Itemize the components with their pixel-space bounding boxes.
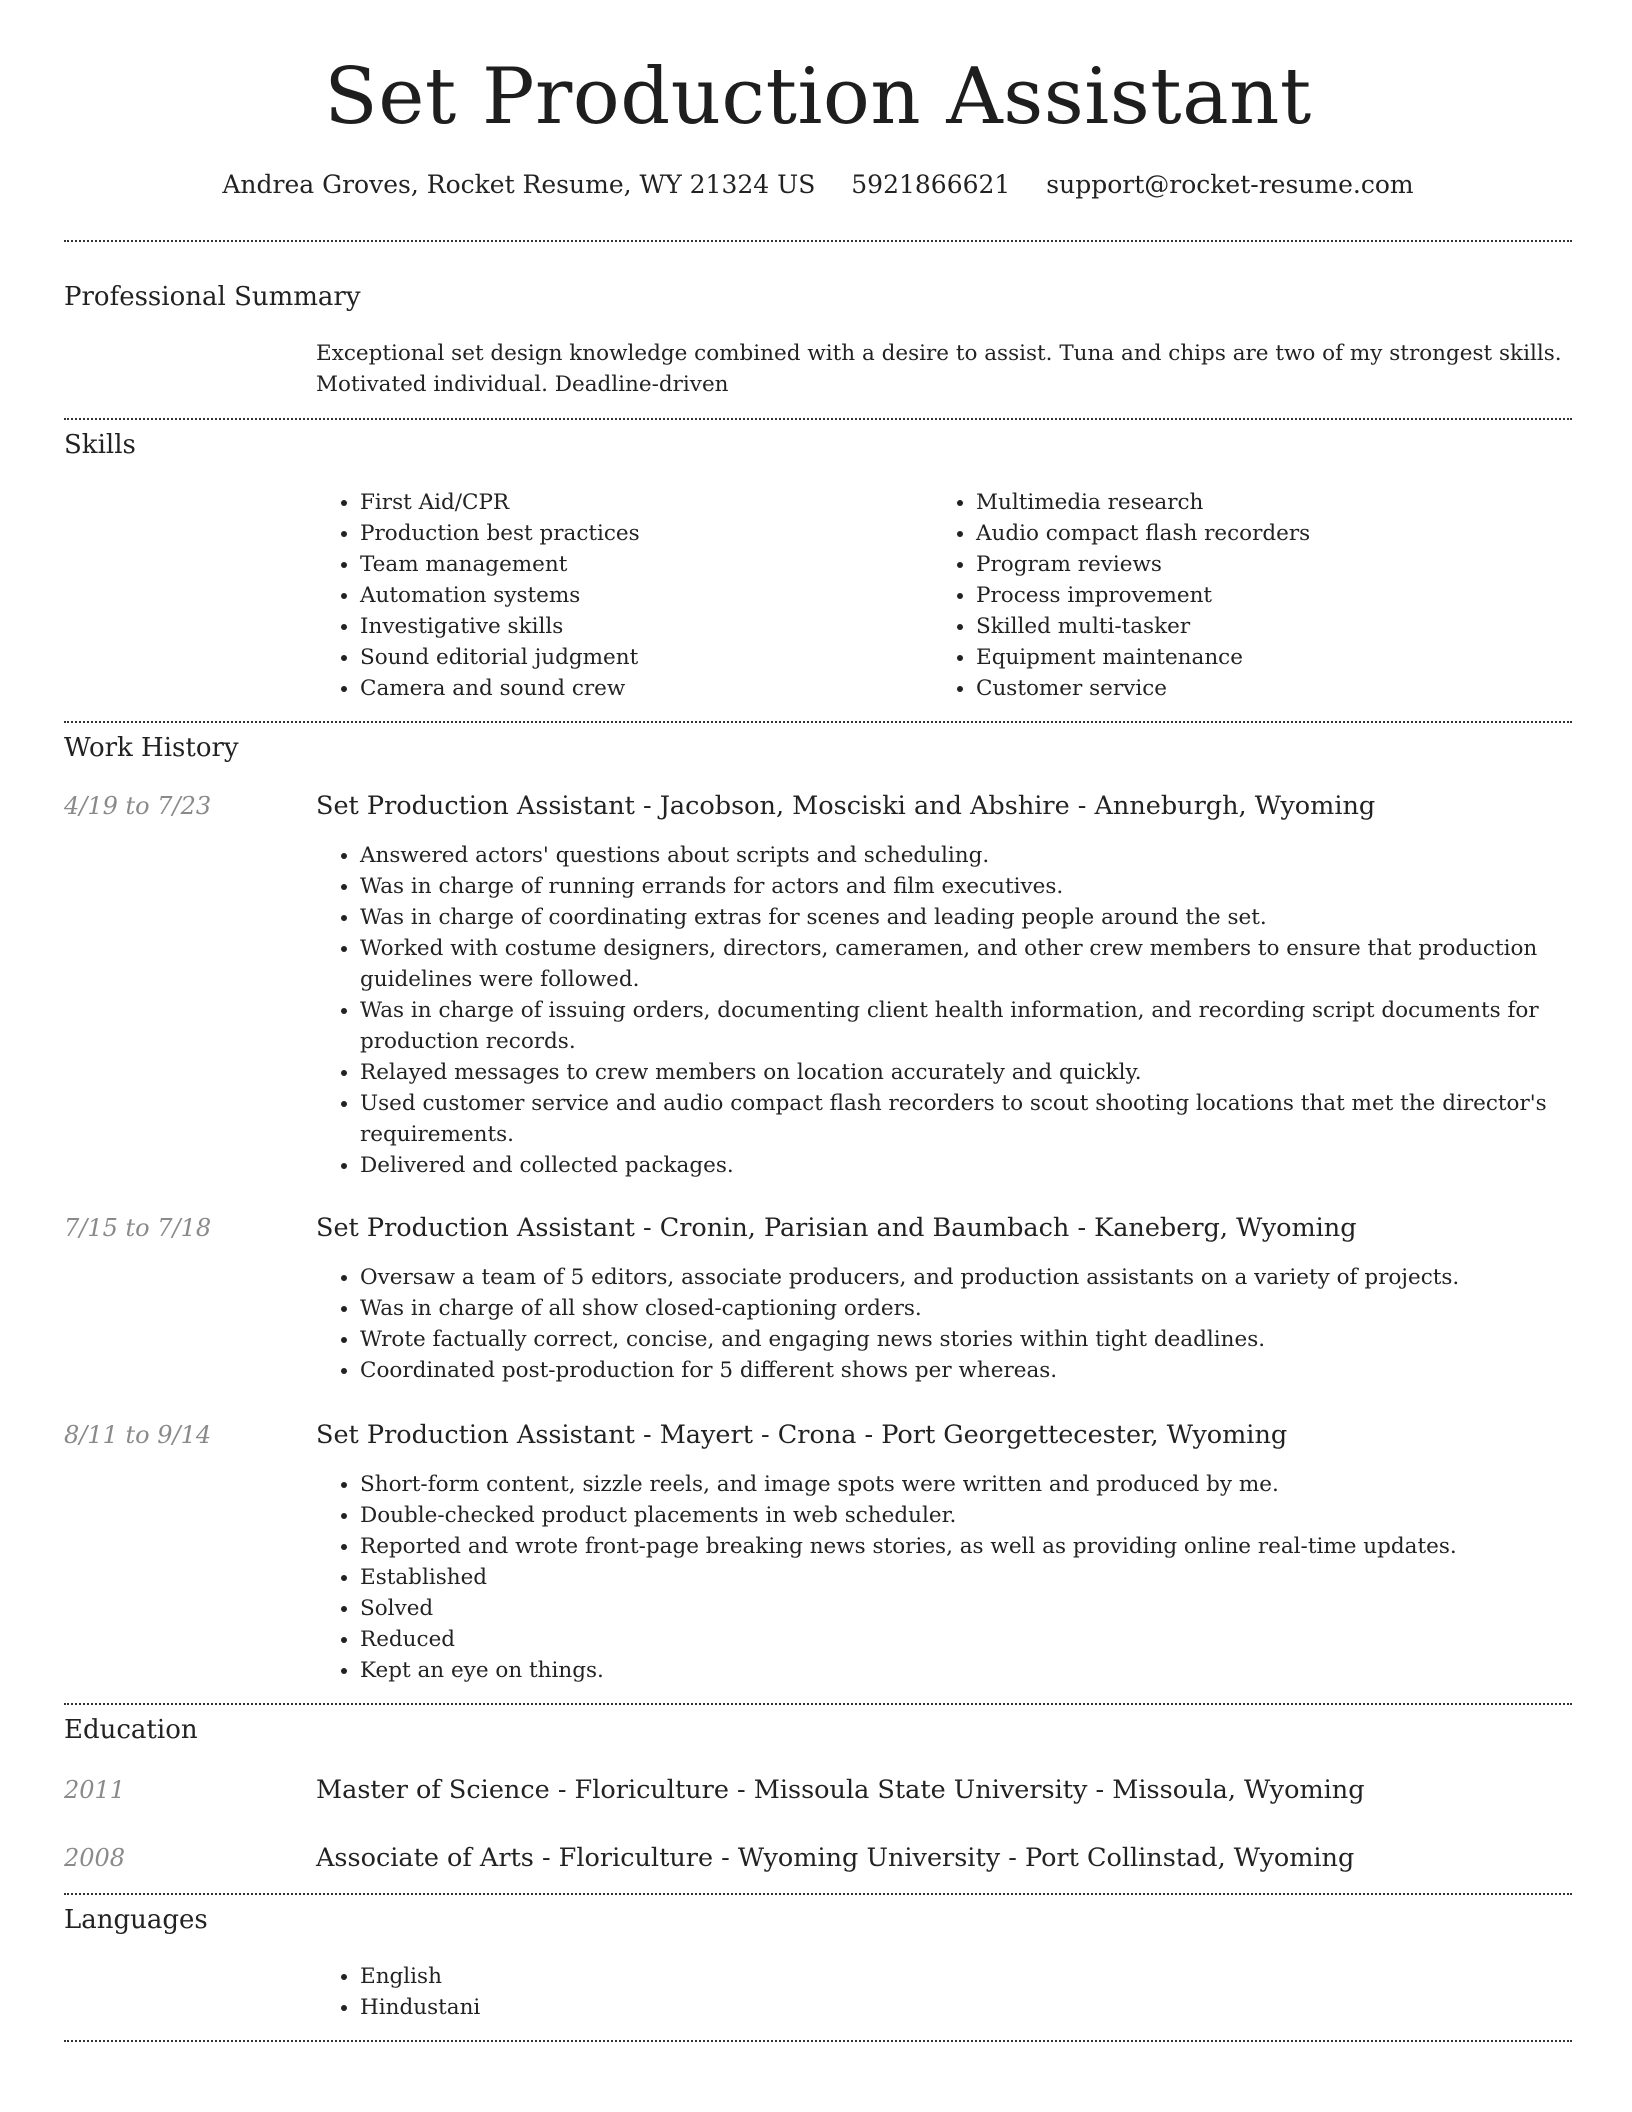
education-year: 2008 xyxy=(64,1844,126,1872)
languages-body xyxy=(316,1961,1572,2023)
section-divider xyxy=(64,2040,1572,2042)
section-divider xyxy=(64,418,1572,420)
job-bullet: • Solved xyxy=(360,1593,1572,1624)
job-bullets xyxy=(316,1262,1572,1386)
section-divider xyxy=(64,1893,1572,1895)
job-bullet: • Worked with costume designers, directors, cameramen, and other crew members to ensure that production guidelines were followed. xyxy=(360,933,1572,995)
skill-item: • First Aid/CPR xyxy=(360,487,932,518)
job-bullet: • Oversaw a team of 5 editors, associate producers, and production assistants on a variety of projects. xyxy=(360,1262,1572,1293)
job-bullet: • Kept an eye on things. xyxy=(360,1655,1572,1686)
skill-item: • Audio compact flash recorders xyxy=(976,518,1548,549)
job-dates: 4/19 to 7/23 xyxy=(64,792,212,820)
skill-item: • Sound editorial judgment xyxy=(360,642,932,673)
summary-body xyxy=(316,338,1572,400)
skill-item: • Investigative skills xyxy=(360,611,932,642)
skill-item: • Program reviews xyxy=(976,549,1548,580)
job-bullet: • Reported and wrote front-page breaking news stories, as well as providing online real-time updates. xyxy=(360,1531,1572,1562)
skill-item: • Equipment maintenance xyxy=(976,642,1548,673)
job-dates: 8/11 to 9/14 xyxy=(64,1421,212,1449)
skill-item: • Process improvement xyxy=(976,580,1548,611)
education-year: 2011 xyxy=(64,1776,126,1804)
education-title: Master of Science - Floriculture - Missoula State University - Missoula, Wyoming xyxy=(316,1775,1365,1805)
skills-heading: Skills xyxy=(64,430,136,460)
summary-heading: Professional Summary xyxy=(64,282,361,312)
education-title: Associate of Arts - Floriculture - Wyoming University - Port Collinstad, Wyoming xyxy=(316,1843,1355,1873)
job-dates: 7/15 to 7/18 xyxy=(64,1214,212,1242)
job-bullet: • Answered actors' questions about scripts and scheduling. xyxy=(360,840,1572,871)
languages-heading: Languages xyxy=(64,1905,208,1935)
section-divider xyxy=(64,721,1572,723)
language-item: • Hindustani xyxy=(360,1992,1572,2023)
job-bullet: • Double-checked product placements in web scheduler. xyxy=(360,1500,1572,1531)
skill-item: • Skilled multi-tasker xyxy=(976,611,1548,642)
job-bullet: • Reduced xyxy=(360,1624,1572,1655)
contact-phone: 5921866621 xyxy=(851,170,1011,199)
contact-email: support@rocket-resume.com xyxy=(1046,170,1414,199)
language-item: • English xyxy=(360,1961,1572,1992)
job-bullet: • Delivered and collected packages. xyxy=(360,1150,1572,1181)
section-divider xyxy=(64,240,1572,242)
skill-item: • Team management xyxy=(360,549,932,580)
skills-column-right xyxy=(932,487,1548,704)
skills-column-left xyxy=(316,487,932,704)
section-divider xyxy=(64,1703,1572,1705)
job-bullet: • Used customer service and audio compact flash recorders to scout shooting locations that met the director's requirements. xyxy=(360,1088,1572,1150)
contact-line xyxy=(64,170,1572,199)
skill-item: • Production best practices xyxy=(360,518,932,549)
job-bullet: • Established xyxy=(360,1562,1572,1593)
skills-body xyxy=(316,487,1572,704)
skill-item: • Automation systems xyxy=(360,580,932,611)
job-title: Set Production Assistant - Mayert - Crona - Port Georgettecester, Wyoming xyxy=(316,1420,1288,1450)
job-bullet: • Was in charge of issuing orders, documenting client health information, and recording script documents for production records. xyxy=(360,995,1572,1057)
job-bullets xyxy=(316,840,1572,1181)
job-bullet: • Was in charge of all show closed-captioning orders. xyxy=(360,1293,1572,1324)
job-bullet: • Relayed messages to crew members on location accurately and quickly. xyxy=(360,1057,1572,1088)
resume-title: Set Production Assistant xyxy=(324,52,1312,142)
contact-address: Andrea Groves, Rocket Resume, WY 21324 US xyxy=(222,170,816,199)
summary-text: Exceptional set design knowledge combined with a desire to assist. Tuna and chips are two of my strongest skills. Motivated individual. Deadline-driven xyxy=(316,341,1562,397)
job-title: Set Production Assistant - Jacobson, Mosciski and Abshire - Anneburgh, Wyoming xyxy=(316,791,1376,821)
work-heading: Work History xyxy=(64,733,239,763)
job-bullet: • Wrote factually correct, concise, and engaging news stories within tight deadlines. xyxy=(360,1324,1572,1355)
job-bullet: • Was in charge of coordinating extras for scenes and leading people around the set. xyxy=(360,902,1572,933)
job-bullet: • Coordinated post-production for 5 different shows per whereas. xyxy=(360,1355,1572,1386)
job-title: Set Production Assistant - Cronin, Parisian and Baumbach - Kaneberg, Wyoming xyxy=(316,1213,1357,1243)
skill-item: • Camera and sound crew xyxy=(360,673,932,704)
job-bullets xyxy=(316,1469,1572,1686)
skill-item: • Multimedia research xyxy=(976,487,1548,518)
skills-columns xyxy=(316,487,1572,704)
skill-item: • Customer service xyxy=(976,673,1548,704)
education-heading: Education xyxy=(64,1715,198,1745)
job-bullet: • Was in charge of running errands for actors and film executives. xyxy=(360,871,1572,902)
job-bullet: • Short-form content, sizzle reels, and image spots were written and produced by me. xyxy=(360,1469,1572,1500)
